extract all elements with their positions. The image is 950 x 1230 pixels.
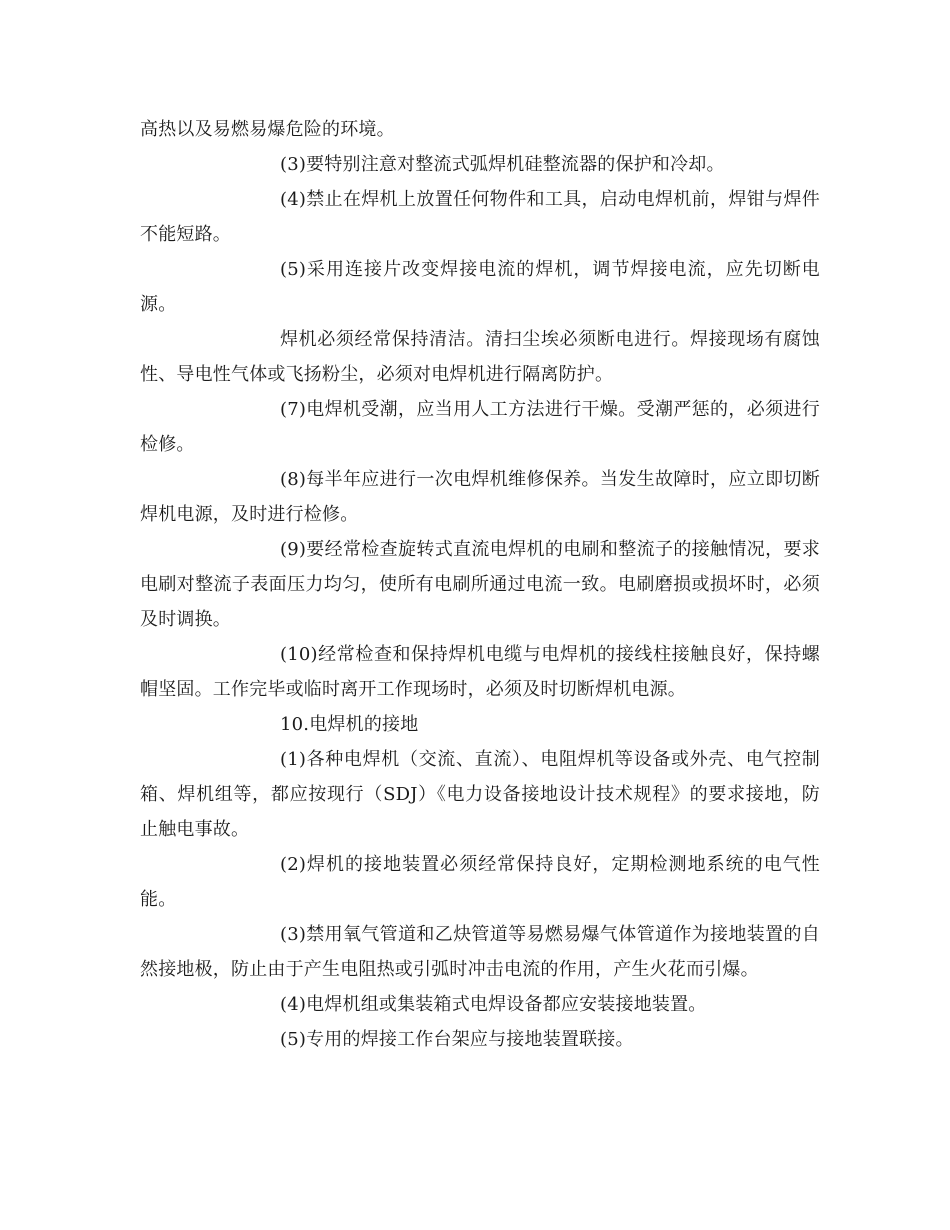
paragraph-item-5: (5)采用连接片改变焊接电流的焊机，调节焊接电流，应先切断电源。 (140, 259, 820, 315)
grounding-item-4: (4)电焊机组或集装箱式电焊设备都应安装接地装置。 (280, 994, 707, 1015)
document-body (140, 112, 820, 1057)
paragraph-item-4: (4)禁止在焊机上放置任何物件和工具，启动电焊机前，焊钳与焊件不能短路。 (140, 189, 820, 245)
grounding-item-3: (3)禁用氧气管道和乙炔管道等易燃易爆气体管道作为接地装置的自然接地极，防止由于产生电阻热或引弧时冲击电流的作用，产生火花而引爆。 (140, 924, 820, 980)
grounding-item-1: (1)各种电焊机（交流、直流）、电阻焊机等设备或外壳、电气控制箱、焊机组等，都应按现行（SDJ）《电力设备接地设计技术规程》的要求接地，防止触电事故。 (140, 749, 820, 840)
paragraph-item-3: (3)要特别注意对整流式弧焊机硅整流器的保护和冷却。 (280, 154, 725, 175)
paragraph-item-6: 焊机必须经常保持清洁。清扫尘埃必须断电进行。焊接现场有腐蚀性、导电性气体或飞扬粉尘，必须对电焊机进行隔离防护。 (140, 329, 820, 385)
paragraph-item-7: (7)电焊机受潮，应当用人工方法进行干燥。受潮严惩的，必须进行检修。 (140, 399, 820, 455)
grounding-item-5: (5)专用的焊接工作台架应与接地装置联接。 (280, 1029, 634, 1050)
paragraph-item-9: (9)要经常检查旋转式直流电焊机的电刷和整流子的接触情况，要求电刷对整流子表面压力均匀，使所有电刷所通过电流一致。电刷磨损或损坏时，必须及时调换。 (140, 539, 820, 630)
paragraph-item-8: (8)每半年应进行一次电焊机维修保养。当发生故障时，应立即切断焊机电源，及时进行检修。 (140, 469, 820, 525)
section-heading: 10.电焊机的接地 (280, 714, 419, 735)
paragraph-item-10: (10)经常检查和保持焊机电缆与电焊机的接线柱接触良好，保持螺帽坚固。工作完毕或临时离开工作现场时，必须及时切断焊机电源。 (140, 644, 820, 700)
paragraph-continuation: 高热以及易燃易爆危险的环境。 (140, 119, 395, 140)
grounding-item-2: (2)焊机的接地装置必须经常保持良好，定期检测地系统的电气性能。 (140, 854, 820, 910)
